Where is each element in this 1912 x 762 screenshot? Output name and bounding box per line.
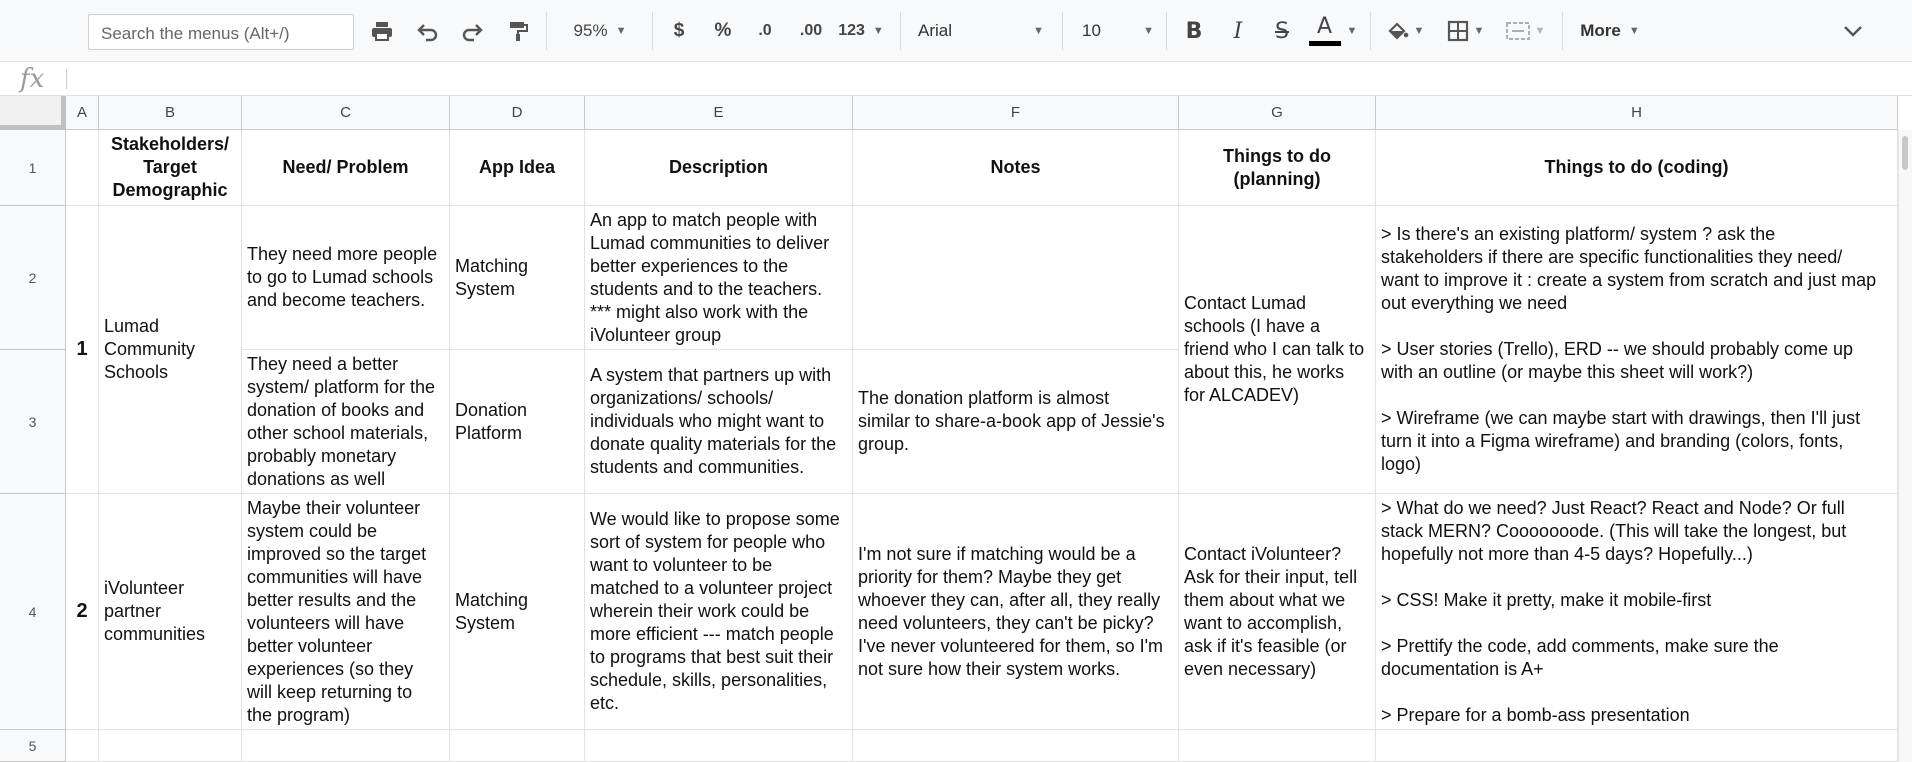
cell-g1[interactable]: Things to do (planning) (1179, 130, 1376, 206)
column-header-h[interactable]: H (1376, 96, 1898, 130)
chevron-down-icon: ▼ (1033, 25, 1044, 37)
chevron-down-icon: ▼ (615, 25, 627, 37)
row-header-4[interactable]: 4 (0, 494, 66, 730)
fx-icon: fx (20, 64, 45, 94)
collapse-toolbar-icon[interactable] (1838, 0, 1868, 62)
chevron-down-icon: ▼ (1473, 25, 1485, 37)
cell-f2[interactable] (853, 206, 1179, 350)
column-header-c[interactable]: C (242, 96, 450, 130)
cell-f1[interactable]: Notes (853, 130, 1179, 206)
cell-e3[interactable]: A system that partners up with organizations/ schools/ individuals who might want to donate quality materials for the students and communities. (585, 350, 853, 494)
chevron-down-icon: ▼ (1413, 25, 1425, 37)
cell-f5[interactable] (853, 730, 1179, 762)
chevron-down-icon: ▼ (1628, 25, 1640, 37)
currency-format-button[interactable]: $ (673, 20, 685, 41)
column-header-a[interactable]: A (66, 96, 99, 130)
paint-format-icon[interactable] (502, 0, 534, 62)
cell-c3[interactable]: They need a better system/ platform for the donation of books and other school materials, probably monetary donations as well (242, 350, 450, 494)
formula-bar[interactable] (0, 62, 1912, 96)
cell-e5[interactable] (585, 730, 853, 762)
column-header-d[interactable]: D (450, 96, 585, 130)
cell-g4[interactable]: Contact iVolunteer? Ask for their input, tell them about what we want to accomplish, ask if it's feasible (or even necessary) (1179, 494, 1376, 730)
column-header-g[interactable]: G (1179, 96, 1376, 130)
column-header-e[interactable]: E (585, 96, 853, 130)
cell-c4[interactable]: Maybe their volunteer system could be improved so the target communities will have better results and the volunteers will have better volunteer experiences (so they will keep returning to the program) (242, 494, 450, 730)
cell-e2[interactable]: An app to match people with Lumad communities to deliver better experiences to the students and to the teachers. *** might also work with the iVolunteer group (585, 206, 853, 350)
print-icon[interactable] (366, 0, 398, 62)
vertical-scrollbar[interactable] (1898, 130, 1912, 762)
more-button[interactable]: More ▼ (1580, 21, 1640, 40)
merge-cells-icon (1505, 19, 1531, 43)
spreadsheet-grid (0, 96, 1912, 762)
strikethrough-button[interactable]: S (1275, 18, 1289, 44)
row-header-5[interactable]: 5 (0, 730, 66, 762)
row-header-3[interactable]: 3 (0, 350, 66, 494)
select-all-corner[interactable] (0, 96, 66, 130)
undo-icon[interactable] (412, 0, 444, 62)
italic-button[interactable]: I (1233, 18, 1243, 44)
cell-h4[interactable]: > What do we need? Just React? React and Node? Or full stack MERN? Cooooooode. (This will take the longest, but hopefully not more than 4-5 days? Hopefully...) > CSS! Make it pretty, make it mobile-first > Prettify the code, add comments, make sure the documentation is A+ > Prepare for a bomb-ass presentation (1376, 494, 1898, 730)
cell-b1[interactable]: Stakeholders/ Target Demographic (99, 130, 242, 206)
redo-icon[interactable] (456, 0, 488, 62)
cell-e1[interactable]: Description (585, 130, 853, 206)
cell-d3[interactable]: Donation Platform (450, 350, 585, 494)
cell-h1[interactable]: Things to do (coding) (1376, 130, 1898, 206)
cell-b5[interactable] (99, 730, 242, 762)
column-header-f[interactable]: F (853, 96, 1179, 130)
text-color-icon: A (1317, 14, 1333, 39)
increase-decimal-button[interactable]: .00 (799, 22, 823, 39)
cell-a1[interactable] (66, 130, 99, 206)
chevron-down-icon: ▼ (872, 25, 884, 37)
cell-f4[interactable]: I'm not sure if matching would be a priority for them? Maybe they get whoever they can, after all, they really need volunteers, they can't be picky? I've never volunteered for them, so I'm not sure how their system works. (853, 494, 1179, 730)
font-family-select[interactable]: Arial ▼ (918, 21, 1044, 40)
cell-h5[interactable] (1376, 730, 1898, 762)
cell-d1[interactable]: App Idea (450, 130, 585, 206)
bold-button[interactable]: B (1185, 18, 1203, 44)
chevron-down-icon: ▼ (1143, 25, 1154, 37)
cell-a2-merged[interactable]: 1 (66, 206, 99, 494)
cell-f3[interactable]: The donation platform is almost similar to share-a-book app of Jessie's group. (853, 350, 1179, 494)
row-header-2[interactable]: 2 (0, 206, 66, 350)
cell-d2[interactable]: Matching System (450, 206, 585, 350)
percent-format-button[interactable]: % (714, 20, 732, 41)
fill-color-button[interactable] (1380, 0, 1430, 62)
cell-a4[interactable]: 2 (66, 494, 99, 730)
font-size-select[interactable]: 10 ▼ (1082, 21, 1154, 40)
cell-a5[interactable] (66, 730, 99, 762)
cell-h2-merged[interactable]: > Is there's an existing platform/ system ? ask the stakeholders if there are specific functionalities they need/ want to improve it : create a system from scratch and just map out everything we need > User stories (Trello), ERD -- we should probably come up with an outline (or maybe this sheet will work?) > Wireframe (we can maybe start with drawings, then I'll just turn it into a Figma wireframe) and branding (colors, fonts, logo) (1376, 206, 1898, 494)
borders-button[interactable] (1440, 0, 1490, 62)
scrollbar-thumb[interactable] (1902, 136, 1908, 170)
cell-d4[interactable]: Matching System (450, 494, 585, 730)
search-menus-input[interactable]: Search the menus (Alt+/) (88, 14, 354, 50)
cell-d5[interactable] (450, 730, 585, 762)
paint-bucket-icon (1386, 19, 1410, 43)
cell-c1[interactable]: Need/ Problem (242, 130, 450, 206)
cell-c5[interactable] (242, 730, 450, 762)
cell-g5[interactable] (1179, 730, 1376, 762)
toolbar (0, 0, 1912, 62)
cell-c2[interactable]: They need more people to go to Lumad schools and become teachers. (242, 206, 450, 350)
text-color-button[interactable] (1308, 0, 1358, 62)
chevron-down-icon: ▼ (1534, 25, 1546, 37)
more-formats-select[interactable]: 123 ▼ (838, 22, 884, 39)
borders-icon (1446, 19, 1470, 43)
column-header-b[interactable]: B (99, 96, 242, 130)
cell-e4[interactable]: We would like to propose some sort of system for people who want to volunteer to be matched to a volunteer project wherein their work could be more efficient --- match people to programs that best suit their schedule, skills, personalities, etc. (585, 494, 853, 730)
row-header-1[interactable]: 1 (0, 130, 66, 206)
decrease-decimal-button[interactable]: .0 (758, 22, 772, 39)
merge-cells-button[interactable] (1500, 0, 1550, 62)
zoom-select[interactable]: 95% ▼ (573, 21, 627, 40)
cell-b2-merged[interactable]: Lumad Community Schools (99, 206, 242, 494)
cell-b4[interactable]: iVolunteer partner communities (99, 494, 242, 730)
cell-g2-merged[interactable]: Contact Lumad schools (I have a friend who I can talk to about this, he works for ALCADEV) (1179, 206, 1376, 494)
chevron-down-icon: ▼ (1346, 25, 1358, 37)
